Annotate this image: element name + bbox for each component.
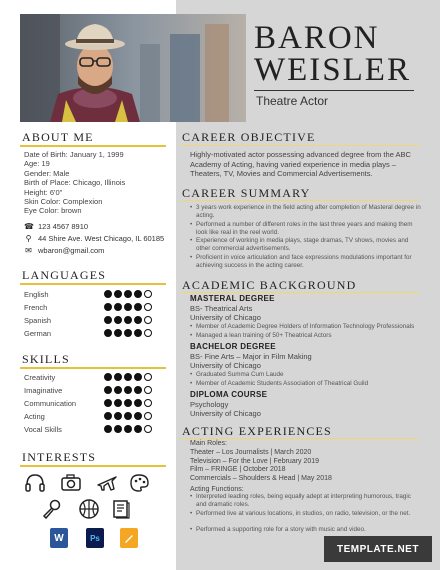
summary-rule: [180, 200, 420, 201]
rating-label: Creativity: [24, 373, 56, 382]
rating-dot-filled: [124, 329, 132, 337]
rating-dot-filled: [104, 412, 112, 420]
rating-row: [24, 301, 154, 313]
about-heading: ABOUT ME: [22, 130, 94, 144]
rating-dots: [104, 386, 152, 394]
rating-dot-filled: [134, 386, 142, 394]
objective-heading: CAREER OBJECTIVE: [182, 130, 316, 144]
edu-note: • Member of Academic Students Association of Theatrical Guild: [190, 380, 422, 388]
edu-notes: [190, 371, 422, 388]
headphones-icon: [24, 472, 46, 494]
rating-row: [24, 397, 154, 409]
rating-dot-empty: [144, 303, 152, 311]
role-item: Commercials – Shoulders & Head | May 2018: [190, 475, 332, 483]
rating-row: [24, 314, 154, 326]
rating-row: [24, 410, 154, 422]
rating-row: [24, 423, 154, 435]
edu-degree: BACHELOR DEGREE: [190, 342, 276, 351]
academic-heading: ACADEMIC BACKGROUND: [182, 278, 357, 292]
interests-heading: INTERESTS: [22, 450, 97, 464]
summary-item: • Performed a number of different roles in the last three years and making them look like real in the reel world.: [190, 221, 422, 237]
acting-heading: ACTING EXPERIENCES: [182, 424, 332, 438]
rating-dot-filled: [104, 290, 112, 298]
about-details: [24, 150, 125, 216]
phone-icon: ☎: [24, 222, 34, 231]
rating-dot-empty: [144, 386, 152, 394]
skills-heading: SKILLS: [22, 352, 70, 366]
microphone-icon: [40, 498, 62, 520]
rating-dot-filled: [134, 425, 142, 433]
edu-notes: [190, 323, 422, 340]
word-app-icon: W: [50, 528, 68, 548]
rating-label: English: [24, 290, 49, 299]
rating-dot-filled: [104, 399, 112, 407]
rating-row: [24, 327, 154, 339]
skills-rule: [20, 367, 166, 369]
rating-dot-filled: [124, 425, 132, 433]
rating-dot-empty: [144, 373, 152, 381]
name-divider: [254, 90, 414, 91]
rating-dot-filled: [104, 373, 112, 381]
rating-label: Communication: [24, 399, 77, 408]
role-item: Film – FRINGE | October 2018: [190, 466, 286, 474]
rating-dot-empty: [144, 412, 152, 420]
rating-dot-empty: [144, 425, 152, 433]
summary-heading: CAREER SUMMARY: [182, 186, 311, 200]
rating-label: French: [24, 303, 48, 312]
rating-dot-filled: [134, 399, 142, 407]
rating-dot-filled: [114, 373, 122, 381]
first-name: BARON: [254, 20, 380, 56]
acting-functions: [190, 493, 418, 534]
rating-dot-filled: [124, 412, 132, 420]
role-item: Television – For the Love | February 2019: [190, 457, 320, 465]
rating-dot-empty: [144, 316, 152, 324]
rating-dots: [104, 303, 152, 311]
summary-item: • Experience of working in media plays, stage dramas, TV shows, movies and other commercial advertisements.: [190, 237, 422, 253]
edu-note: • Member of Academic Degree Holders of Information Technology Professionals: [190, 323, 422, 331]
edu-field: BS- Theatrical Arts: [190, 304, 253, 313]
edu-degree: MASTERAL DEGREE: [190, 294, 275, 303]
edu-degree: DIPLOMA COURSE: [190, 390, 268, 399]
rating-dot-filled: [114, 303, 122, 311]
template-watermark[interactable]: [324, 536, 432, 562]
rating-dot-filled: [124, 386, 132, 394]
acting-rule: [180, 438, 420, 439]
objective-rule: [180, 145, 420, 146]
edu-school: University of Chicago: [190, 361, 261, 370]
contact-email: [24, 246, 104, 255]
edu-field: Psychology: [190, 400, 229, 409]
about-eye: Eye Color: brown: [24, 206, 82, 216]
book-icon: [110, 498, 132, 520]
rating-dot-filled: [134, 316, 142, 324]
rating-dot-filled: [134, 373, 142, 381]
rating-label: German: [24, 329, 52, 338]
rating-dot-filled: [134, 290, 142, 298]
summary-item: • 3 years work experience in the field acting after completion of Masteral degree in acting.: [190, 204, 422, 220]
edu-note: • Managed a lean training of 50+ Theatrical Actors: [190, 332, 422, 340]
rating-row: [24, 371, 154, 383]
edu-school: University of Chicago: [190, 409, 261, 418]
about-age: Age: 19: [24, 159, 50, 169]
photoshop-app-icon: Ps: [86, 528, 104, 548]
rating-dot-filled: [114, 412, 122, 420]
functions-label: Acting Functions:: [190, 485, 244, 493]
last-name: WEISLER: [254, 52, 411, 88]
summary-item: • Proficient in voice articulation and face expressions modulations important for achieving success in the acting career.: [190, 254, 422, 270]
email-icon: ✉: [25, 246, 32, 255]
about-height: Height: 6'0": [24, 187, 63, 197]
about-dob: Date of Birth: January 1, 1999: [24, 150, 124, 159]
rating-dot-filled: [124, 303, 132, 311]
languages-heading: LANGUAGES: [22, 268, 107, 282]
rating-dot-filled: [104, 329, 112, 337]
rating-dot-filled: [114, 399, 122, 407]
acting-roles: [190, 440, 424, 495]
basketball-icon: [78, 498, 100, 520]
function-item: • Performed live at various locations, in studios, on radio, television, or the net.: [190, 510, 418, 518]
rating-label: Vocal Skills: [24, 425, 62, 434]
email-text: wbaron@gmail.com: [38, 246, 105, 255]
rating-dot-filled: [134, 412, 142, 420]
camera-icon: [60, 472, 82, 494]
rating-dot-filled: [114, 290, 122, 298]
rating-dot-filled: [124, 399, 132, 407]
profile-photo: [20, 14, 246, 122]
rating-dot-filled: [104, 425, 112, 433]
watermark-text: TEMPLATE.NET: [337, 543, 419, 555]
rating-dot-filled: [104, 386, 112, 394]
phone-text: 123 4567 8910: [38, 222, 89, 231]
rating-dot-filled: [114, 425, 122, 433]
rating-label: Spanish: [24, 316, 52, 325]
candidate-name: [254, 22, 434, 86]
objective-text: Highly-motivated actor possessing advanced degree from the ABC Academy of Acting, having varied experience in media plays – Theaters, TV, Movies and Commercial Advertisements.: [190, 150, 411, 179]
interests-rule: [20, 465, 166, 467]
about-birthplace: Birth of Place: Chicago, Illinois: [24, 178, 126, 188]
rating-dot-filled: [114, 316, 122, 324]
palette-icon: [128, 472, 150, 494]
rating-dots: [104, 373, 152, 381]
rating-dot-filled: [134, 303, 142, 311]
languages-rule: [20, 283, 166, 285]
location-pin-icon: ⚲: [25, 234, 32, 243]
address-text: 44 Shire Ave. West Chicago, IL 60185: [38, 234, 165, 243]
rating-dots: [104, 425, 152, 433]
rating-dot-filled: [124, 290, 132, 298]
rating-dot-filled: [114, 386, 122, 394]
rating-dots: [104, 329, 152, 337]
sketch-app-icon: [120, 528, 138, 548]
role-item: Theater – Los Journalists | March 2020: [190, 448, 312, 456]
rating-dot-filled: [124, 316, 132, 324]
job-title: Theatre Actor: [256, 94, 329, 108]
rating-label: Acting: [24, 412, 45, 421]
about-gender: Gender: Male: [24, 168, 70, 178]
rating-dot-empty: [144, 290, 152, 298]
contact-address: [24, 234, 164, 243]
contact-phone: [24, 222, 88, 231]
rating-label: Imaginative: [24, 386, 63, 395]
airplane-icon: [96, 472, 118, 494]
edu-school: University of Chicago: [190, 313, 261, 322]
function-item: • Interpreted leading roles, being equally adept at interpreting humorous, tragic and dramatic roles.: [190, 493, 418, 509]
rating-dot-filled: [114, 329, 122, 337]
rating-dot-filled: [104, 316, 112, 324]
rating-dot-empty: [144, 329, 152, 337]
rating-dot-filled: [124, 373, 132, 381]
rating-dots: [104, 290, 152, 298]
academic-rule: [180, 292, 420, 293]
rating-dots: [104, 412, 152, 420]
rating-dot-empty: [144, 399, 152, 407]
summary-bullets: [190, 204, 422, 270]
roles-label: Main Roles:: [190, 440, 227, 447]
rating-dots: [104, 316, 152, 324]
rating-dot-filled: [134, 329, 142, 337]
rating-dot-filled: [104, 303, 112, 311]
rating-dots: [104, 399, 152, 407]
edu-field: BS- Fine Arts – Major in Film Making: [190, 352, 312, 361]
rating-row: [24, 288, 154, 300]
rating-row: [24, 384, 154, 396]
about-skin: Skin Color: Complexion: [24, 197, 103, 207]
function-item: • Performed a supporting role for a story with music and video.: [190, 526, 418, 534]
edu-note: • Graduated Summa Cum Laude: [190, 371, 422, 379]
about-rule: [20, 145, 166, 147]
